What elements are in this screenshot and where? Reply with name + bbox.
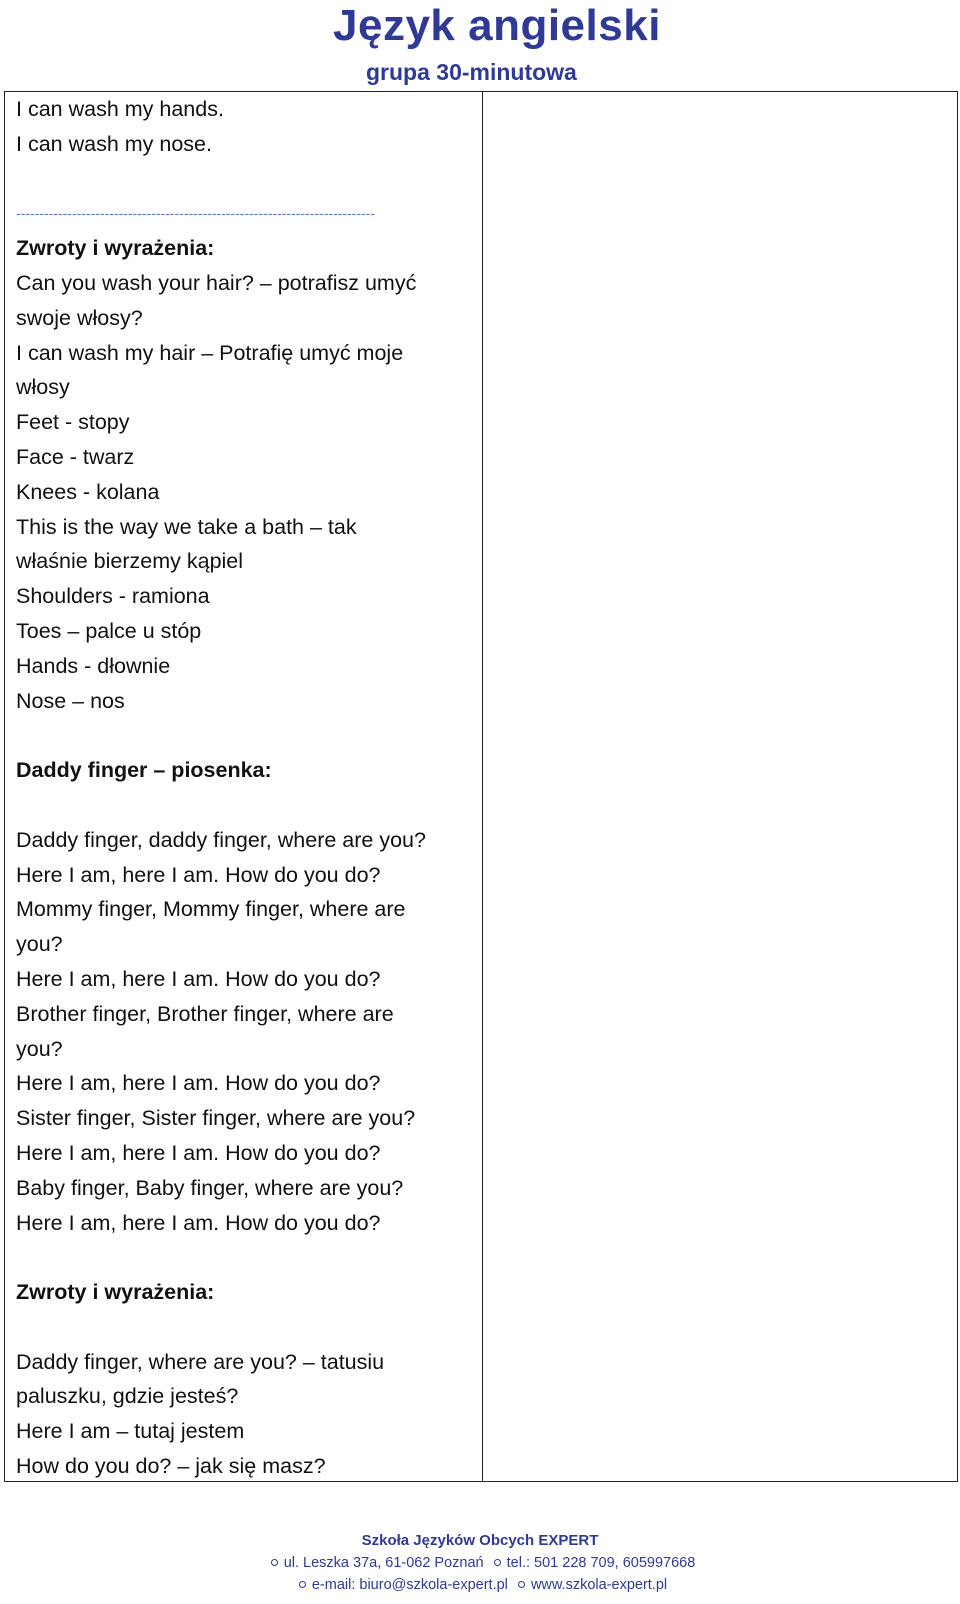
blank-line [16,718,482,753]
text-line: Here I am, here I am. How do you do? [16,1210,381,1235]
text-line: This is the way we take a bath – tak [16,514,357,539]
page-footer [0,1530,960,1596]
text-line: Here I am, here I am. How do you do? [16,862,381,887]
footer-address: ul. Leszka 37a, 61-062 Poznań [283,1555,484,1571]
text-line: you? [16,932,63,957]
content-table [4,91,958,1482]
text-line: Toes – palce u stóp [16,618,202,643]
text-line: Here I am – tutaj jestem [16,1419,245,1444]
text-line: Here I am, here I am. How do you do? [16,1140,381,1165]
text-line: swoje włosy? [16,305,143,330]
blank-line [16,1310,482,1345]
section-heading: Zwroty i wyrażenia: [16,1280,215,1305]
footer-contact-line-2 [0,1574,960,1596]
right-column [483,92,957,1481]
text-line: I can wash my hair – Potrafię umyć moje [16,340,404,365]
text-line: Brother finger, Brother finger, where are [16,1001,394,1026]
text-line: Shoulders - ramiona [16,584,210,609]
text-line: Feet - stopy [16,410,130,435]
bullet-icon [518,1581,525,1588]
text-line: you? [16,1036,63,1061]
text-line: How do you do? – jak się masz? [16,1454,326,1479]
bullet-icon [271,1559,278,1566]
page-subtitle: grupa 30-minutowa [366,59,577,85]
text-line: Baby finger, Baby finger, where are you? [16,1175,404,1200]
text-line: Here I am, here I am. How do you do? [16,1071,381,1096]
text-line: włosy [16,375,70,400]
section-heading: Daddy finger – piosenka: [16,758,272,783]
text-line: I can wash my nose. [16,131,212,156]
page-title: Język angielski [333,1,661,50]
bullet-icon [494,1559,501,1566]
text-line: Daddy finger, where are you? – tatusiu [16,1349,385,1374]
text-line: Nose – nos [16,688,125,713]
text-line: Face - twarz [16,444,135,469]
text-line: Knees - kolana [16,479,160,504]
footer-website[interactable]: www.szkola-expert.pl [530,1577,668,1593]
text-line: Hands - dłownie [16,653,171,678]
footer-school-name: Szkoła Języków Obcych EXPERT [361,1532,599,1549]
text-line: Daddy finger, daddy finger, where are you? [16,827,426,852]
dashed-separator: ----------------------------------------------------------------------------- [16,205,375,222]
text-line: paluszku, gdzie jesteś? [16,1384,239,1409]
text-line: Sister finger, Sister finger, where are you? [16,1106,416,1131]
bullet-icon [299,1581,306,1588]
text-line: Mommy finger, Mommy finger, where are [16,897,406,922]
footer-email[interactable]: e-mail: biuro@szkola-expert.pl [311,1577,508,1593]
blank-line [16,162,482,197]
left-column [5,92,483,1481]
text-line: I can wash my hands. [16,97,224,121]
section-heading: Zwroty i wyrażenia: [16,236,215,261]
blank-line [16,1240,482,1275]
footer-contact-line-1 [0,1552,960,1574]
footer-phone: tel.: 501 228 709, 605997668 [506,1555,696,1571]
blank-line [16,788,482,823]
text-line: właśnie bierzemy kąpiel [16,549,244,574]
text-line: Here I am, here I am. How do you do? [16,966,381,991]
text-line: Can you wash your hair? – potrafisz umyć [16,270,417,295]
